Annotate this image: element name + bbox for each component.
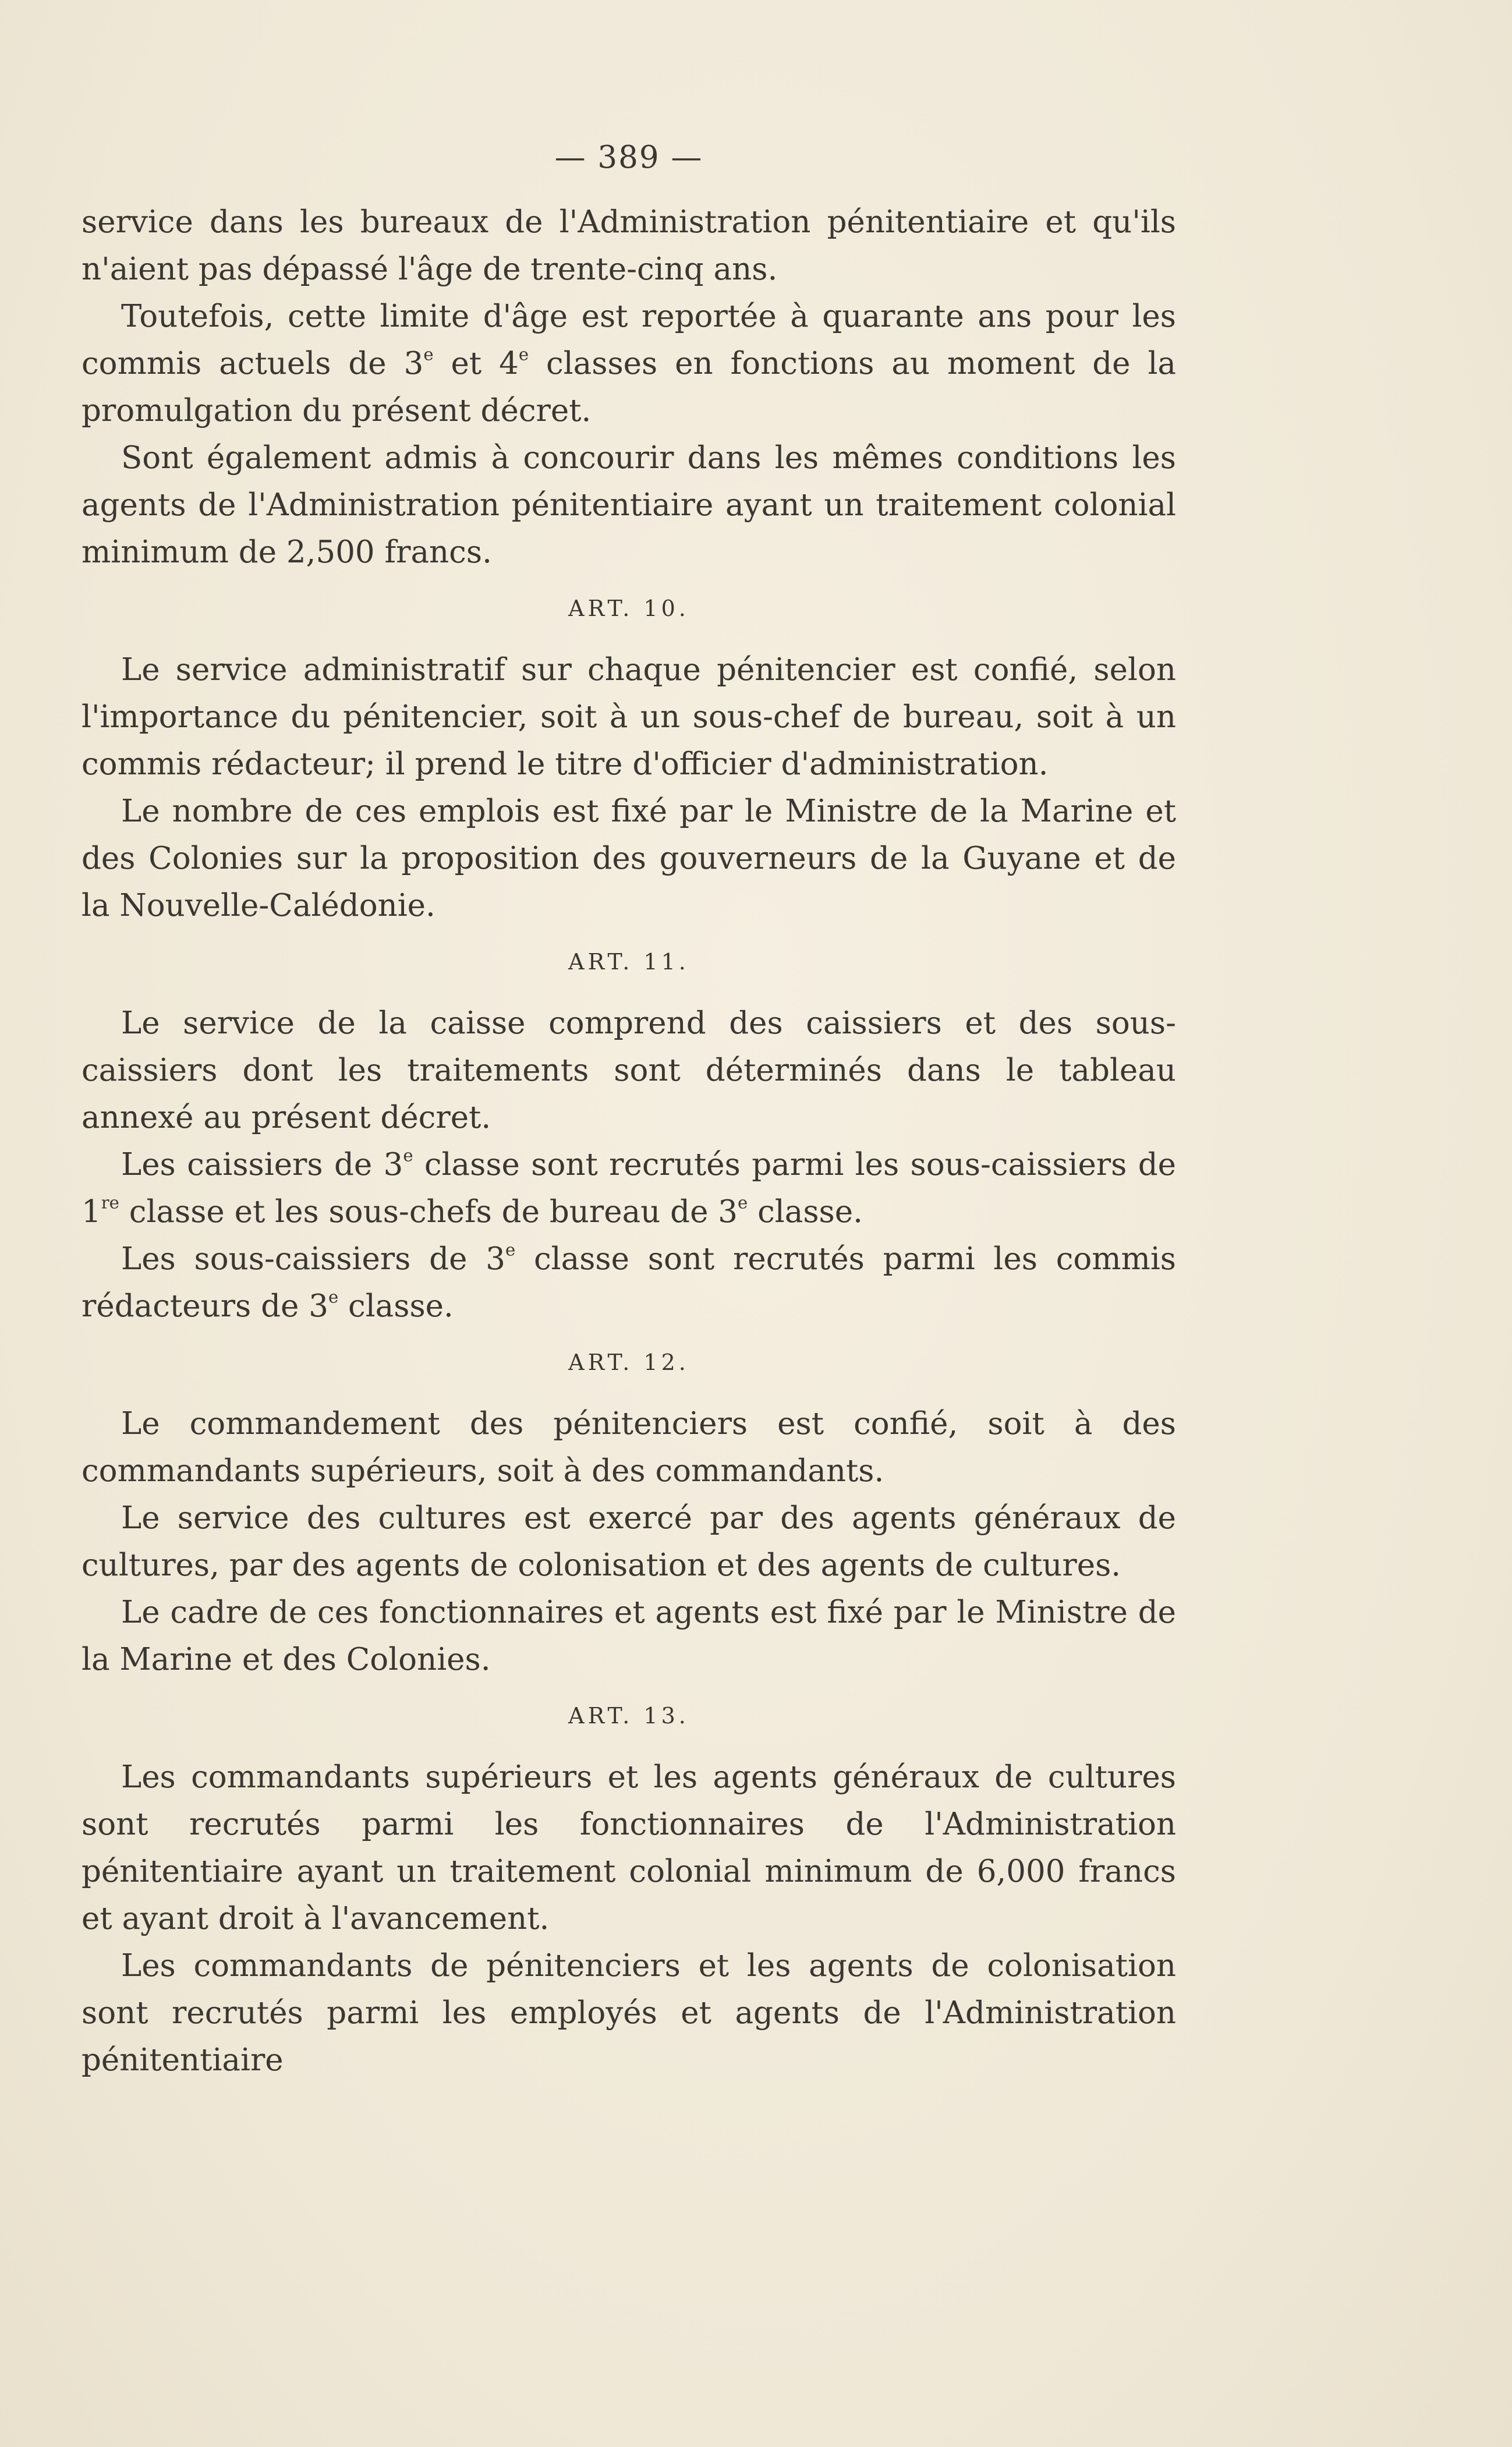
article-heading: ART. 12. xyxy=(568,1350,689,1375)
paragraph: Le commandement des pénitenciers est confié, soit à des commandants supérieurs, soit à des commandants. xyxy=(82,1406,1176,1489)
text-body xyxy=(82,199,1176,2084)
article-heading: ART. 13. xyxy=(568,1703,689,1729)
paragraph: Le nombre de ces emplois est fixé par le Ministre de la Marine et des Colonies sur la proposition des gouverneurs de la Guyane et de la Nouvelle-Calédonie. xyxy=(82,794,1176,923)
paragraph: Toutefois, cette limite d'âge est reportée à quarante ans pour les commis actuels de 3e et 4e classes en fonctions au moment de la promulgation du présent décret. xyxy=(82,299,1176,429)
article-heading: ART. 11. xyxy=(568,949,689,975)
page-content xyxy=(82,134,1176,2084)
page-number: — 389 — xyxy=(554,140,703,175)
paragraph: Le cadre de ces fonctionnaires et agents est fixé par le Ministre de la Marine et des Colonies. xyxy=(82,1595,1176,1677)
paragraph: Le service administratif sur chaque pénitencier est confié, selon l'importance du pénitencier, soit à un sous-chef de bureau, soit à un commis rédacteur; il prend le titre d'officier d'administration. xyxy=(82,652,1176,782)
paragraph: Sont également admis à concourir dans les mêmes conditions les agents de l'Administration pénitentiaire ayant un traitement colonial minimum de 2,500 francs. xyxy=(82,440,1176,570)
paragraph: service dans les bureaux de l'Administration pénitentiaire et qu'ils n'aient pas dépassé l'âge de trente-cinq ans. xyxy=(82,204,1176,287)
paragraph: Les sous-caissiers de 3e classe sont recrutés parmi les commis rédacteurs de 3e classe. xyxy=(82,1240,1176,1324)
paragraph: Le service de la caisse comprend des caissiers et des sous-caissiers dont les traitements sont déterminés dans le tableau annexé au présent décret. xyxy=(82,1005,1176,1135)
article-heading: ART. 10. xyxy=(568,596,689,621)
paragraph: Les commandants de pénitenciers et les agents de colonisation sont recrutés parmi les employés et agents de l'Administration pénitentiaire xyxy=(82,1948,1176,2078)
paragraph: Le service des cultures est exercé par des agents généraux de cultures, par des agents de colonisation et des agents de cultures. xyxy=(82,1500,1176,1583)
paragraph: Les commandants supérieurs et les agents généraux de cultures sont recrutés parmi les fonctionnaires de l'Administration pénitentiaire ayant un traitement colonial minimum de 6,000 francs et ayant droit à l'avancement. xyxy=(82,1759,1176,1936)
paragraph: Les caissiers de 3e classe sont recrutés parmi les sous-caissiers de 1re classe et les sous-chefs de bureau de 3e classe. xyxy=(82,1145,1176,1230)
